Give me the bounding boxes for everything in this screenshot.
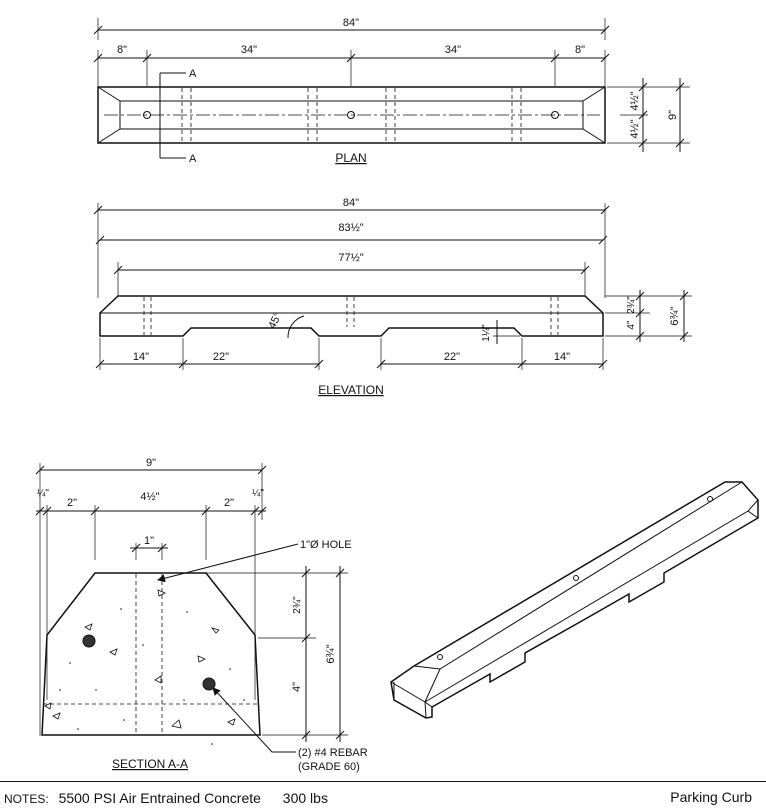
- plan-half-bottom-dim: 4½": [629, 119, 641, 139]
- section-cut-marker: [160, 68, 197, 165]
- section-mark-top: A: [189, 68, 197, 80]
- concrete-hatch: [45, 590, 235, 728]
- section-overall-width-dim: 9": [145, 457, 157, 469]
- footer-notes: [4, 790, 328, 806]
- rebar-callout-label: (2) #4 REBAR: [298, 747, 368, 759]
- section-view: [36, 457, 368, 773]
- elevation-lower-height-dim: 4": [626, 320, 637, 330]
- notes-label: NOTES:: [4, 792, 49, 806]
- elevation-gap-left-dim: 22": [212, 351, 230, 363]
- elevation-curb-outline: [100, 296, 603, 336]
- rebar-icon: [83, 635, 95, 647]
- section-lower-height-dim: 4": [291, 681, 303, 693]
- isometric-curb-outline: [391, 482, 758, 718]
- rebar-grade-label: (GRADE 60): [298, 761, 360, 773]
- elevation-angle-dim: 45°: [266, 310, 285, 331]
- weight-value: 300 lbs: [282, 790, 328, 806]
- elevation-gap-right-dim: 22": [443, 351, 461, 363]
- plan-mid-right-dim: 34": [444, 44, 462, 56]
- elevation-end-right-dim: 14": [553, 351, 571, 363]
- elevation-end-left-dim: 14": [132, 351, 150, 363]
- section-edge-left-dim: ¼": [37, 488, 49, 499]
- section-title: SECTION A-A: [111, 757, 189, 771]
- hole-callout-label: 1"Ø HOLE: [300, 539, 352, 551]
- section-edge-right-dim: ¼": [252, 488, 264, 499]
- plan-end-right-dim: 8": [574, 44, 586, 56]
- plan-overall-dim: 84": [342, 17, 360, 29]
- section-profile-outline: [42, 573, 260, 735]
- elevation-title: ELEVATION: [318, 383, 384, 397]
- section-offset-left-dim: 2": [66, 497, 78, 509]
- plan-title: PLAN: [335, 151, 367, 165]
- elevation-notch-depth-dim: 1¼": [481, 324, 492, 342]
- section-offset-right-dim: 2": [223, 497, 235, 509]
- section-mark-bottom: A: [189, 153, 197, 165]
- footer-bar: [0, 781, 766, 809]
- elevation-base-length-dim: 83½": [338, 222, 364, 234]
- elevation-total-height-dim: 6¾": [669, 306, 681, 326]
- concrete-spec: 5500 PSI Air Entrained Concrete: [58, 790, 261, 806]
- section-upper-height-dim: 2¾": [292, 596, 303, 614]
- elevation-top-length-dim: 77½": [338, 252, 364, 264]
- plan-half-top-dim: 4½": [629, 91, 641, 111]
- elevation-view: [96, 197, 692, 397]
- section-top-width-dim: 4½": [140, 491, 160, 503]
- elevation-overall-dim: 84": [342, 197, 360, 209]
- plan-mid-left-dim: 34": [240, 44, 258, 56]
- product-name: Parking Curb: [670, 789, 752, 805]
- plan-view: [94, 17, 690, 165]
- section-hole-size-dim: 1": [143, 535, 155, 547]
- isometric-view: [391, 482, 758, 718]
- plan-end-left-dim: 8": [116, 44, 128, 56]
- plan-width-dim: 9": [667, 109, 679, 121]
- section-total-height-dim: 6¾": [325, 644, 337, 664]
- elevation-upper-height-dim: 2¾": [626, 296, 637, 314]
